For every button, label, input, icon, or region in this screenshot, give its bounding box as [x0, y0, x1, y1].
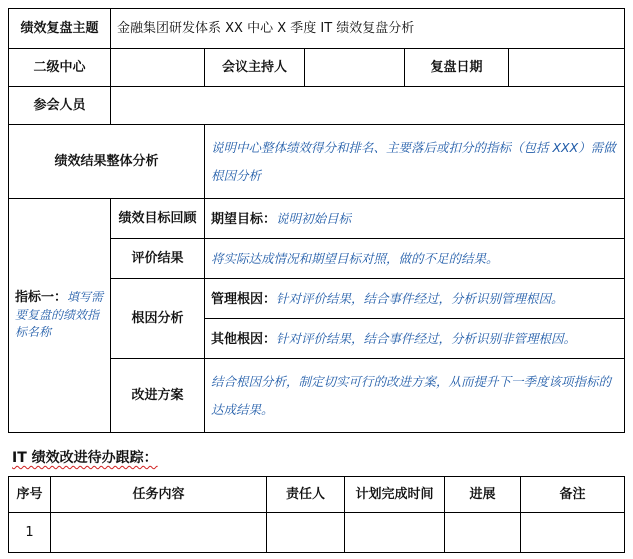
mgmt-desc: 针对评价结果，结合事件经过，分析识别管理根因。 [276, 290, 564, 306]
other-prefix: 其他根因： [211, 331, 277, 347]
eval-label: 评价结果 [111, 239, 205, 279]
tracking-table [8, 476, 625, 553]
tracking-title: IT 绩效改进待办跟踪： [12, 450, 158, 466]
col-header: 备注 [521, 477, 625, 513]
row-cell[interactable] [345, 513, 445, 553]
overall-desc[interactable]: 说明中心整体绩效得分和排名、主要落后或扣分的指标（包括 XXX）需做根因分析 [205, 125, 625, 199]
mgmt-root-cell[interactable] [205, 279, 625, 319]
mgmt-prefix: 管理根因： [211, 291, 277, 307]
improve-desc[interactable]: 结合根因分析，制定切实可行的改进方案，从而提升下一季度该项指标的达成结果。 [205, 359, 625, 433]
row-cell[interactable] [445, 513, 521, 553]
indicator-label: 指标一： [15, 290, 68, 306]
other-root-cell[interactable] [205, 319, 625, 359]
date-label: 复盘日期 [405, 49, 509, 87]
theme-value[interactable]: 金融集团研发体系 XX 中心 X 季度 IT 绩效复盘分析 [111, 9, 625, 49]
goal-review-label: 绩效目标回顾 [111, 199, 205, 239]
host-label: 会议主持人 [205, 49, 305, 87]
overall-label: 绩效结果整体分析 [9, 125, 205, 199]
review-table [8, 8, 625, 433]
other-desc: 针对评价结果，结合事件经过，分析识别非管理根因。 [276, 330, 577, 346]
date-value[interactable] [509, 49, 625, 87]
col-header: 任务内容 [51, 477, 267, 513]
row-cell[interactable] [267, 513, 345, 553]
col-header: 序号 [9, 477, 51, 513]
center-value[interactable] [111, 49, 205, 87]
theme-label: 绩效复盘主题 [9, 9, 111, 49]
tracking-header-row [9, 477, 625, 513]
row-cell[interactable] [51, 513, 267, 553]
goal-prefix: 期望目标： [211, 211, 277, 227]
indicator-cell[interactable] [9, 199, 111, 433]
col-header: 计划完成时间 [345, 477, 445, 513]
host-value[interactable] [305, 49, 405, 87]
table-row [9, 513, 625, 553]
col-header: 进展 [445, 477, 521, 513]
indicator-note: 填写需要复盘的绩效指标名称 [15, 290, 104, 340]
improve-label: 改进方案 [111, 359, 205, 433]
col-header: 责任人 [267, 477, 345, 513]
root-label: 根因分析 [111, 279, 205, 359]
goal-desc-cell[interactable] [205, 199, 625, 239]
eval-desc[interactable]: 将实际达成情况和期望目标对照，做的不足的结果。 [205, 239, 625, 279]
attendees-value[interactable] [111, 87, 625, 125]
row-cell[interactable] [521, 513, 625, 553]
row-cell[interactable]: 1 [9, 513, 51, 553]
center-label: 二级中心 [9, 49, 111, 87]
goal-desc: 说明初始目标 [276, 210, 352, 226]
attendees-label: 参会人员 [9, 87, 111, 125]
